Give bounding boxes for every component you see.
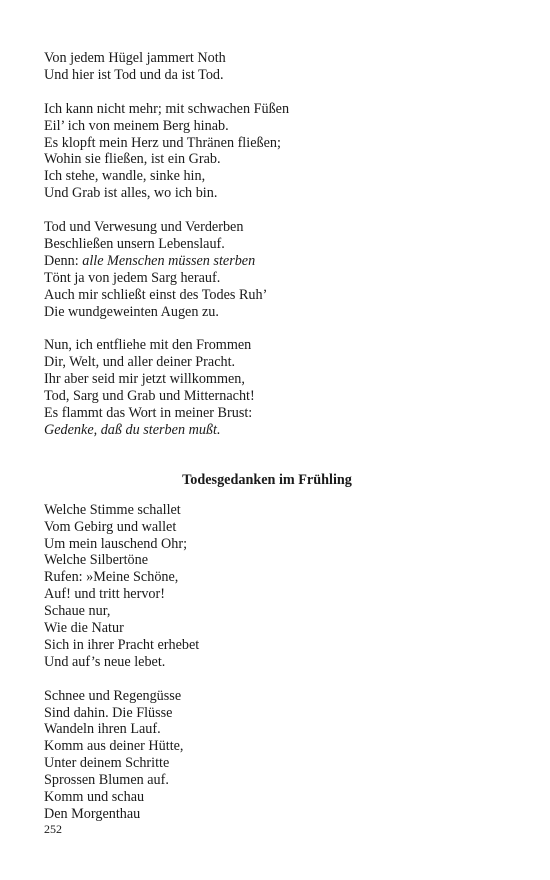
verse-text: Sprossen Blumen auf. xyxy=(44,772,169,789)
verse-text: Tod, Sarg und Grab und Mitternacht! xyxy=(44,388,255,405)
verse-text: Eil’ ich von meinem Berg hinab. xyxy=(44,117,229,134)
verse-line xyxy=(44,654,504,671)
verse-line xyxy=(44,519,504,536)
verse-line xyxy=(44,772,504,789)
poem-todesgedanken xyxy=(44,502,504,823)
verse-line xyxy=(44,118,504,135)
verse-text: Sind dahin. Die Flüsse xyxy=(44,704,173,721)
stanza xyxy=(44,688,504,823)
verse-line xyxy=(44,603,504,620)
verse-text: Um mein lauschend Ohr; xyxy=(44,535,188,552)
stanza xyxy=(44,337,504,438)
verse-text: Sich in ihrer Pracht erhebet xyxy=(44,636,200,653)
verse-line xyxy=(44,738,504,755)
verse-line xyxy=(44,502,504,519)
verse-line xyxy=(44,688,504,705)
verse-line xyxy=(44,388,504,405)
verse-text: Rufen: »Meine Schöne, xyxy=(44,569,179,586)
verse-line xyxy=(44,569,504,586)
verse-text: Den Morgenthau xyxy=(44,806,141,822)
stanza xyxy=(44,219,504,320)
verse-text: Ich stehe, wandle, sinke hin, xyxy=(44,168,206,185)
poem-continuation xyxy=(44,50,504,439)
verse-line xyxy=(44,50,504,67)
verse-text: Schnee und Regengüsse xyxy=(44,687,182,704)
italic-text: alle Menschen müssen sterben xyxy=(82,252,256,269)
poem-title: Todesgedanken im Frühling xyxy=(182,471,352,488)
verse-text: Komm und schau xyxy=(44,789,145,806)
verse-text: Unter deinem Schritte xyxy=(44,755,170,772)
stanza xyxy=(44,502,504,671)
verse-line xyxy=(44,422,504,439)
verse-text: Tönt ja von jedem Sarg herauf. xyxy=(44,269,221,286)
verse-text: Es klopft mein Herz und Thränen fließen; xyxy=(44,134,281,151)
verse-line xyxy=(44,337,504,354)
verse-line xyxy=(44,405,504,422)
verse-text: Ich kann nicht mehr; mit schwachen Füßen xyxy=(44,100,290,117)
verse-text: Nun, ich entfliehe mit den Frommen xyxy=(44,337,252,354)
verse-line xyxy=(44,236,504,253)
verse-line xyxy=(44,101,504,118)
verse-text: Tod und Verwesung und Verderben xyxy=(44,219,244,236)
verse-line xyxy=(44,270,504,287)
page-number: 252 xyxy=(44,822,62,836)
verse-text: Wie die Natur xyxy=(44,620,124,637)
verse-line xyxy=(44,789,504,806)
stanza xyxy=(44,50,504,84)
verse-line xyxy=(44,287,504,304)
verse-line xyxy=(44,354,504,371)
verse-text: Dir, Welt, und aller deiner Pracht. xyxy=(44,354,236,371)
verse-text: Die wundgeweinten Augen zu. xyxy=(44,303,219,320)
verse-line xyxy=(44,185,504,202)
verse-line xyxy=(44,135,504,152)
verse-line xyxy=(44,151,504,168)
verse-line xyxy=(44,721,504,738)
verse-line xyxy=(44,755,504,772)
verse-text: Welche Silbertöne xyxy=(44,552,149,569)
verse-text: Ihr aber seid mir jetzt willkommen, xyxy=(44,371,245,388)
verse-text: Und auf’s neue lebet. xyxy=(44,653,166,670)
verse-text: Und hier ist Tod und da ist Tod. xyxy=(44,66,224,83)
verse-text: Komm aus deiner Hütte, xyxy=(44,738,184,755)
page-text xyxy=(44,50,504,840)
stanza xyxy=(44,101,504,202)
verse-text: Welche Stimme schallet xyxy=(44,501,181,518)
verse-line xyxy=(44,253,504,270)
verse-text: Schaue nur, xyxy=(44,603,111,620)
verse-text: Beschließen unsern Lebenslauf. xyxy=(44,235,225,252)
verse-text: Es flammt das Wort in meiner Brust: xyxy=(44,404,253,421)
verse-text: Wandeln ihren Lauf. xyxy=(44,721,161,738)
verse-line xyxy=(44,219,504,236)
verse-line xyxy=(44,586,504,603)
verse-line xyxy=(44,552,504,569)
verse-line xyxy=(44,168,504,185)
verse-text: Von jedem Hügel jammert Noth xyxy=(44,50,226,66)
verse-line xyxy=(44,371,504,388)
italic-text: Gedenke, daß du sterben mußt. xyxy=(44,421,221,438)
verse-text: Und Grab ist alles, wo ich bin. xyxy=(44,185,218,202)
verse-text: Auch mir schließt einst des Todes Ruh’ xyxy=(44,286,268,303)
verse-text: Denn: xyxy=(44,252,83,269)
verse-line xyxy=(44,806,504,823)
verse-text: Auf! und tritt hervor! xyxy=(44,586,165,603)
verse-line xyxy=(44,637,504,654)
verse-line xyxy=(44,536,504,553)
verse-line xyxy=(44,67,504,84)
verse-text: Wohin sie fließen, ist ein Grab. xyxy=(44,151,221,168)
verse-text: Vom Gebirg und wallet xyxy=(44,518,177,535)
verse-line xyxy=(44,304,504,321)
verse-line xyxy=(44,705,504,722)
verse-line xyxy=(44,620,504,637)
